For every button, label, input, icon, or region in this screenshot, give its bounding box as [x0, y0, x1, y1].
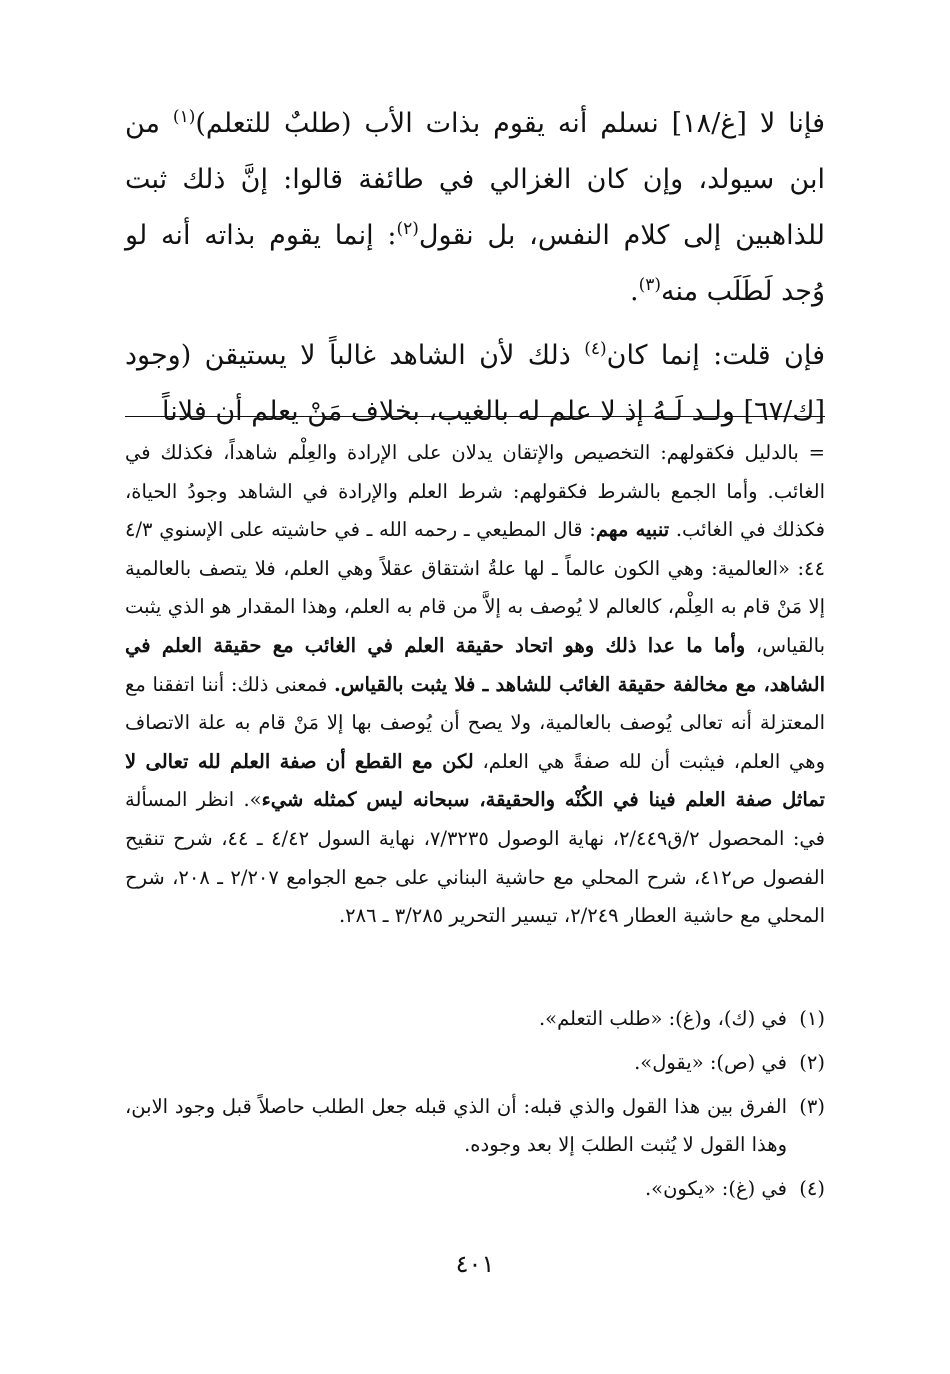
footnote-text: الفرق بين هذا القول والذي قبله: أن الذي قبله جعل الطلب حاصلاً قبل وجود الابن، وهذا القول لا يُثبت الطلبَ إلا بعد وجوده.: [125, 1095, 787, 1156]
main-paragraph-2: [125, 328, 825, 440]
main-paragraph-1: [125, 96, 825, 320]
footnote-number: (١): [799, 1007, 825, 1030]
footnote-item: [125, 1000, 825, 1038]
footnote-text: في (غ): «يكون».: [644, 1177, 787, 1200]
page-number: ٤٠١: [455, 1250, 495, 1278]
note-segment: = بالدليل فكقولهم: التخصيص والإتقان يدلان على الإرادة والعِلْم شاهداً، فكذلك في الغائب. وأما الجمع بالشرط فكقولهم: شرط العلم والإرادة في الشاهد وجودُ الحياة، فكذلك في الغائب.: [125, 441, 825, 542]
main-text-segment: من ابن سيولد، وإن كان الغزالي في طائفة قالوا: إنَّ ذلك ثبت للذاهبين إلى كلام النفس، بل نقول: [125, 108, 825, 251]
footnote-ref-1[interactable]: (١): [172, 107, 196, 127]
footnote-ref-3[interactable]: (٣): [638, 275, 662, 295]
main-text-segment: ذلك لأن الشاهد غالباً لا يستيقن (وجود [ك/٦٧] ولـد لَـهُ إذ لا علم له بالغيب، بخلاف مَنْ يعلم أن فلاناً: [125, 340, 825, 427]
main-text-segment: فإنا لا [غ/١٨] نسلم أنه يقوم بذات الأب (طلبٌ للتعلم): [195, 108, 825, 139]
footnote-divider: [125, 416, 825, 417]
footnote-ref-4[interactable]: (٤): [584, 339, 607, 359]
note-segment: فمعنى ذلك: أننا اتفقنا مع المعتزلة أنه تعالى يُوصف بالعالمية، ولا يصح أن يُوصف بها إلا مَنْ قام به علة الاتصاف وهي العلم، فيثبت أن لله صفةً هي العلم،: [125, 672, 826, 773]
footnote-text: في (ص): «يقول».: [634, 1051, 787, 1074]
main-text-segment: : إنما يقوم بذاته أنه لو وُجد لَطَلَب منه: [125, 220, 825, 307]
footnote-number: (٢): [799, 1051, 825, 1074]
note-emphasis: لكن مع القطع أن صفة العلم لله تعالى لا تماثل صفة العلم فينا في الكُنْه والحقيقة، سبحانه ليس كمثله شيء: [125, 749, 825, 812]
continued-footnote: [125, 434, 825, 936]
main-text: [125, 96, 825, 440]
footnote-text: في (ك)، و(غ): «طلب التعلم».: [538, 1007, 787, 1030]
continued-footnote-text: [125, 434, 825, 936]
main-text-segment: فإن قلت: إنما كان: [606, 340, 825, 371]
note-emphasis: وأما ما عدا ذلك وهو اتحاد حقيقة العلم في الغائب مع حقيقة العلم في الشاهد، مع مخالفة حقيقة الغائب للشاهد ـ فلا يثبت بالقياس.: [125, 633, 826, 696]
footnote-item: [125, 1170, 825, 1208]
footnote-ref-2[interactable]: (٢): [396, 219, 419, 239]
footnote-item: [125, 1088, 825, 1164]
note-emphasis: تنبيه مهم: [595, 518, 670, 542]
footnotes-list: [125, 1000, 825, 1208]
main-text-segment: .: [630, 276, 639, 307]
footnote-number: (٤): [799, 1177, 825, 1200]
footnote-item: [125, 1044, 825, 1082]
note-segment: : قال المطيعي ـ رحمه الله ـ في حاشيته على الإسنوي ٤/٣ ٤٤: «العالمية: وهي الكون عالماً ـ لها علةُ اشتقاق عقلاً وهي العلم، فلا يتصف بالعالمية إلا مَنْ قام به العِلْم، كالعالم لا يُوصف به إلاَّ من قام به العلم، وهذا المقدار هو الذي يثبت بالقياس،: [125, 518, 825, 657]
note-segment: ». انظر المسألة في: المحصول ٢/ق٢/٤٤٩، نهاية الوصول ٧/٣٢٣٥، نهاية السول ٤/٤٢ ـ ٤٤، شرح تنقيح الفصول ص٤١٢، شرح المحلي مع حاشية البناني على جمع الجوامع ٢/٢٠٧ ـ ٢٠٨، شرح المحلي مع حاشية العطار ٢/٢٤٩، تيسير التحرير ٣/٢٨٥ ـ ٢٨٦.: [125, 788, 825, 928]
footnote-number: (٣): [799, 1095, 825, 1118]
